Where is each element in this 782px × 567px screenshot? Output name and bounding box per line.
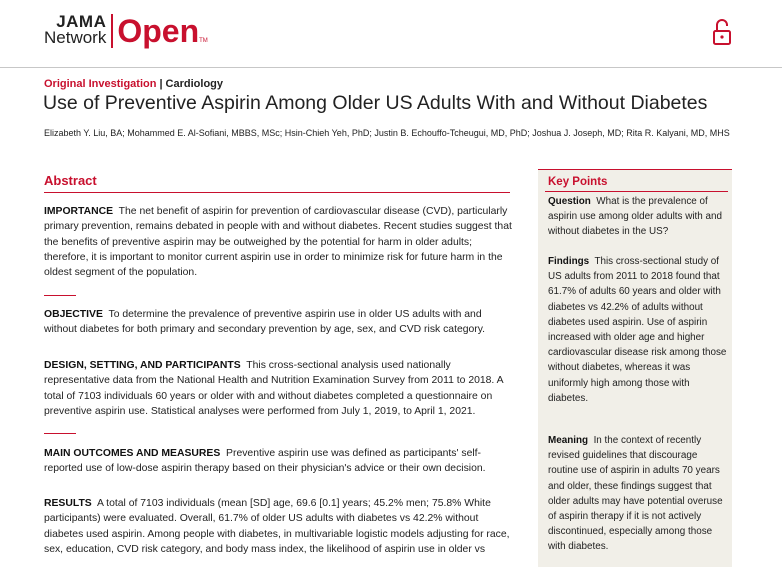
article-category <box>44 78 223 90</box>
section-divider <box>44 433 76 434</box>
logo-wordmark <box>44 14 106 46</box>
category-separator: | <box>159 78 163 90</box>
header-rule <box>0 67 782 68</box>
outcomes-text: Preventive aspirin use was defined as participants' self-reported use of low-dose aspirin therapy based on their physician's advice or their own decision. <box>44 448 486 475</box>
abstract-design <box>44 358 514 419</box>
key-point-findings <box>548 254 728 406</box>
design-text: This cross-sectional analysis used nationally representative data from the National Health and Nutrition Examination Survey from 2011 to 2018. A total of 7103 individuals 60 years or older with and without diabetes completed a questionnaire on preventive aspirin use. Statistical analyses were performed from July 1, 2019, to April 1, 2021. <box>44 360 503 417</box>
section-divider <box>44 295 76 296</box>
results-text: A total of 7103 individuals (mean [SD] age, 69.6 [0.1] years; 45.2% men; 75.8% White participants) were evaluated. Overall, 61.7% of older US adults with diabetes vs 42.2% without diabetes used aspirin. Among people with diabetes, in multivariable logistic models adjusting for race, sex, education, CVD risk category, and body mass index, the likelihood of aspirin use in older vs <box>44 498 510 555</box>
key-points-rule <box>545 191 728 192</box>
importance-text: The net benefit of aspirin for prevention of cardiovascular disease (CVD), particularly primary prevention, remains debated in people with and without diabetes. Recent studies suggest that the benefits of preventive aspirin may be outweighed by the potential for harm in older adults; therefore, it is important to monitor current aspirin use in order to minimize risk for future harm in the oldest segment of the population. <box>44 206 512 279</box>
logo-open: Open <box>117 13 200 49</box>
results-label: RESULTS <box>44 498 92 509</box>
design-label: DESIGN, SETTING, AND PARTICIPANTS <box>44 360 241 371</box>
abstract-heading: Abstract <box>44 173 97 188</box>
logo-network: Network <box>44 28 107 47</box>
article-section: Cardiology <box>165 78 223 90</box>
abstract-rule <box>44 192 510 193</box>
article-type: Original Investigation <box>44 78 157 90</box>
key-point-meaning <box>548 433 728 555</box>
question-text: What is the prevalence of aspirin use among older adults with and without diabetes in the US? <box>548 196 723 238</box>
meaning-text: In the context of recently revised guidelines that discourage routine use of aspirin in adults 70 years and older, these findings suggest that older adults may have potential overuse of aspirin therapy if it is not actively discontinued, especially among those with diabetes. <box>548 435 723 553</box>
open-lock-svg <box>711 18 733 46</box>
article-title: Use of Preventive Aspirin Among Older US Adults With and Without Diabetes <box>43 92 708 114</box>
key-points-heading: Key Points <box>548 176 608 188</box>
objective-text: To determine the prevalence of preventive aspirin use in older US adults with and without diabetes for both primary and secondary prevention by age, sex, and CVD risk category. <box>44 309 486 336</box>
abstract-objective <box>44 307 514 338</box>
article-authors: Elizabeth Y. Liu, BA; Mohammed E. Al-Sofiani, MBBS, MSc; Hsin-Chieh Yeh, PhD; Justin B. Echouffo-Tcheugui, MD, PhD; Joshua J. Joseph, MD; Rita R. Kalyani, MD, MHS <box>44 128 730 138</box>
jama-network-open-logo[interactable] <box>44 14 208 48</box>
question-label: Question <box>548 196 591 207</box>
logo-jama: JAMA <box>56 12 107 31</box>
meaning-label: Meaning <box>548 435 589 446</box>
logo-divider <box>111 14 113 48</box>
logo-trademark: TM <box>199 38 208 44</box>
abstract-results <box>44 496 514 557</box>
open-lock-icon[interactable] <box>711 18 733 46</box>
importance-label: IMPORTANCE <box>44 206 114 217</box>
outcomes-label: MAIN OUTCOMES AND MEASURES <box>44 448 221 459</box>
objective-label: OBJECTIVE <box>44 309 103 320</box>
abstract-importance <box>44 204 514 280</box>
abstract-outcomes <box>44 446 514 477</box>
findings-label: Findings <box>548 256 590 267</box>
findings-text: This cross-sectional study of US adults from 2011 to 2018 found that 61.7% of adults 60 years and older with diabetes vs 42.2% of adults without diabetes used aspirin. Use of aspirin increased with older age and higher cardiovascular disease risk among those without diabetes, whereas it was uniformly high among those with diabetes. <box>548 256 727 404</box>
key-point-question <box>548 194 728 240</box>
